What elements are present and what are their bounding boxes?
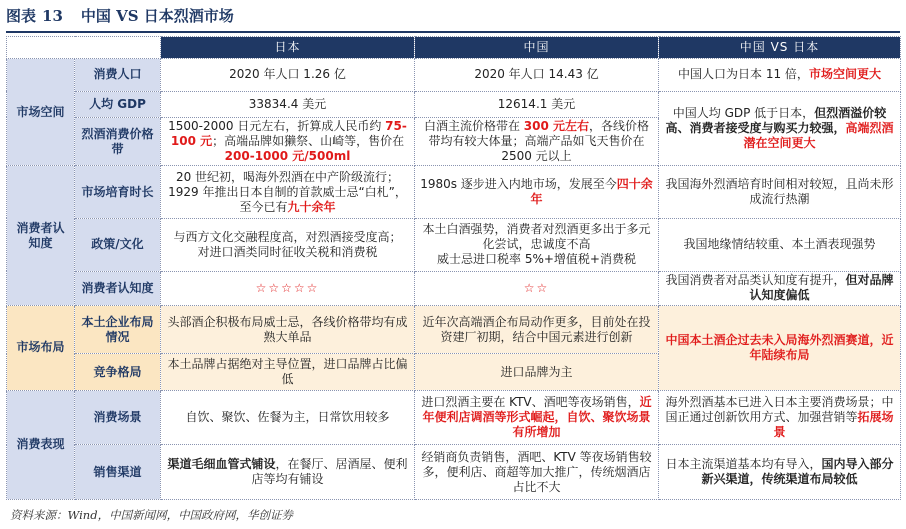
table-row <box>7 445 901 500</box>
competition-japan: 本土品牌占据绝对主导位置，进口品牌占比偏低 <box>161 354 415 390</box>
awareness-compare-text: 我国消费者对品类认知度有提升， <box>665 273 846 288</box>
price-japan-text-a: 1500-2000 日元左右，折算成人民币约 <box>168 119 386 134</box>
cultivation-china-text: 1980s 逐步进入内地市场，发展至今 <box>420 177 617 192</box>
cultivation-compare: 我国海外烈酒培育时间相对较短，且尚未形成流行热潮 <box>659 166 901 219</box>
table-row <box>7 218 901 271</box>
row-label-channels: 销售渠道 <box>75 445 161 500</box>
table-row <box>7 59 901 91</box>
gdp-china: 12614.1 美元 <box>415 91 659 117</box>
cultivation-japan-text: 20 世纪初，喝海外烈酒在中产阶级流行；1929 年推出日本自制的首款威士忌“白札”，至今已有 <box>168 169 407 214</box>
competition-china: 进口品牌为主 <box>415 354 659 390</box>
header-compare: 中国 VS 日本 <box>659 37 901 59</box>
table-row <box>7 166 901 219</box>
policy-compare: 我国地缘情结较重、本土酒表现强势 <box>659 218 901 271</box>
comparison-table <box>6 36 901 500</box>
row-label-scenes: 消费场景 <box>75 390 161 445</box>
population-compare-highlight: 市场空间更大 <box>808 67 881 82</box>
row-label-cultivation: 市场培育时长 <box>75 166 161 219</box>
price-china-highlight: 300 元左右 <box>523 119 590 134</box>
awareness-compare-bold: 但对品牌认知度偏低 <box>749 273 894 303</box>
policy-china-text-b: 威士忌进口税率 5%+增值税+消费税 <box>437 252 636 267</box>
price-japan-text-b: ；高端品牌如獭祭、山崎等，售价在 <box>212 134 405 149</box>
channels-japan-text: ，在餐厅、居酒屋、便利店等均有铺设 <box>251 457 408 487</box>
row-label-competition: 竞争格局 <box>75 354 161 390</box>
gdp-japan: 33834.4 美元 <box>161 91 415 117</box>
price-china <box>415 117 659 166</box>
scenes-japan: 自饮、聚饮、佐餐为主，日常饮用较多 <box>161 390 415 445</box>
price-japan-highlight-b: 200-1000 元/500ml <box>224 149 351 164</box>
scenes-china <box>415 390 659 445</box>
figure-label: 图表 <box>6 7 37 25</box>
policy-china <box>415 218 659 271</box>
group-consumer-behavior: 消费表现 <box>7 390 75 499</box>
local-firms-china: 近年次高端酒企布局动作更多，目前处在投资建厂初期，结合中国元素进行创新 <box>415 305 659 354</box>
awareness-japan <box>161 271 415 305</box>
scenes-compare <box>659 390 901 445</box>
header-corner <box>7 37 161 59</box>
channels-compare <box>659 445 901 500</box>
source-note: 资料来源：Wind，中国新闻网，中国政府网，华创证券 <box>10 508 294 522</box>
channels-compare-bold: 国内导入部分新兴渠道，传统渠道布局较低 <box>701 457 894 487</box>
row-label-gdp: 人均 GDP <box>75 91 161 117</box>
gdp-compare-highlight: 高端烈酒潜在空间更大 <box>743 120 894 150</box>
population-compare-text: 中国人口为日本 11 倍， <box>678 67 809 82</box>
scenes-compare-text: 海外烈酒基本已进入日本主要消费场景；中国正通过创新饮用方式、加强营销等 <box>665 395 894 425</box>
price-china-text-a: 白酒主流价格带在 <box>423 119 524 134</box>
population-china: 2020 年人口 14.43 亿 <box>415 59 659 91</box>
group-market-space: 市场空间 <box>7 59 75 166</box>
group-consumer-awareness: 消费者认知度 <box>7 166 75 305</box>
cultivation-japan-highlight: 九十余年 <box>287 199 336 214</box>
group-market-layout: 市场布局 <box>7 305 75 390</box>
market-layout-compare <box>659 305 901 390</box>
market-layout-compare-highlight: 中国本土酒企过去未入局海外烈酒赛道，近年陆续布局 <box>665 332 894 362</box>
price-china-text-b: ，各线价格带均有较大体量；高端产品如飞天售价在 2500 元以上 <box>428 119 650 164</box>
price-japan <box>161 117 415 166</box>
table-row <box>7 305 901 354</box>
channels-china: 经销商负责销售，酒吧、KTV 等夜场销售较多，便利店、商超等加大推广，传统烟酒店占比不大 <box>415 445 659 500</box>
header-row <box>7 37 901 59</box>
table-row <box>7 91 901 117</box>
channels-japan <box>161 445 415 500</box>
population-japan: 2020 年人口 1.26 亿 <box>161 59 415 91</box>
gdp-compare <box>659 91 901 166</box>
figure-title <box>6 3 900 29</box>
awareness-china <box>415 271 659 305</box>
policy-japan-text-a: 与西方文化交融程度高，对烈酒接受度高； <box>173 229 402 244</box>
figure-title-text: 中国 VS 日本烈酒市场 <box>80 7 234 25</box>
gdp-compare-text: 中国人均 GDP 低于日本， <box>672 105 815 120</box>
star-rating-japan: ☆☆☆☆☆ <box>255 280 320 295</box>
row-label-price: 烈酒消费价格带 <box>75 117 161 166</box>
awareness-compare <box>659 271 901 305</box>
row-label-policy: 政策/文化 <box>75 218 161 271</box>
cultivation-china-highlight: 四十余年 <box>530 177 653 207</box>
header-china: 中国 <box>415 37 659 59</box>
price-japan-highlight-a: 75-100 元 <box>170 119 407 149</box>
star-rating-china: ☆☆ <box>523 280 550 295</box>
channels-japan-bold: 渠道毛细血管式铺设 <box>167 457 276 472</box>
policy-china-text-a: 本土白酒强势，消费者对烈酒更多出于多元化尝试，忠诚度不高 <box>422 222 651 252</box>
local-firms-japan: 头部酒企积极布局威士忌，各线价格带均有成熟大单品 <box>161 305 415 354</box>
channels-compare-text: 日本主流渠道基本均有导入， <box>665 457 822 472</box>
row-label-population: 消费人口 <box>75 59 161 91</box>
scenes-china-text: 进口烈酒主要在 KTV、酒吧等夜场销售， <box>421 395 640 410</box>
title-rule <box>6 31 900 33</box>
scenes-compare-highlight: 拓展场景 <box>773 410 894 440</box>
cultivation-china <box>415 166 659 219</box>
scenes-china-highlight: 近年便利店调酒等形式崛起，自饮、聚饮场景有所增加 <box>422 395 652 440</box>
table-row <box>7 390 901 445</box>
row-label-awareness: 消费者认知度 <box>75 271 161 305</box>
policy-japan <box>161 218 415 271</box>
cultivation-japan <box>161 166 415 219</box>
gdp-compare-bold: 但烈酒溢价较高、消费者接受度与购买力较强， <box>665 105 887 135</box>
table-row <box>7 271 901 305</box>
header-japan: 日本 <box>161 37 415 59</box>
population-compare <box>659 59 901 91</box>
policy-japan-text-b: 对进口酒类同时征收关税和消费税 <box>197 244 378 259</box>
figure-number: 13 <box>42 7 63 25</box>
row-label-local-firms: 本土企业布局情况 <box>75 305 161 354</box>
